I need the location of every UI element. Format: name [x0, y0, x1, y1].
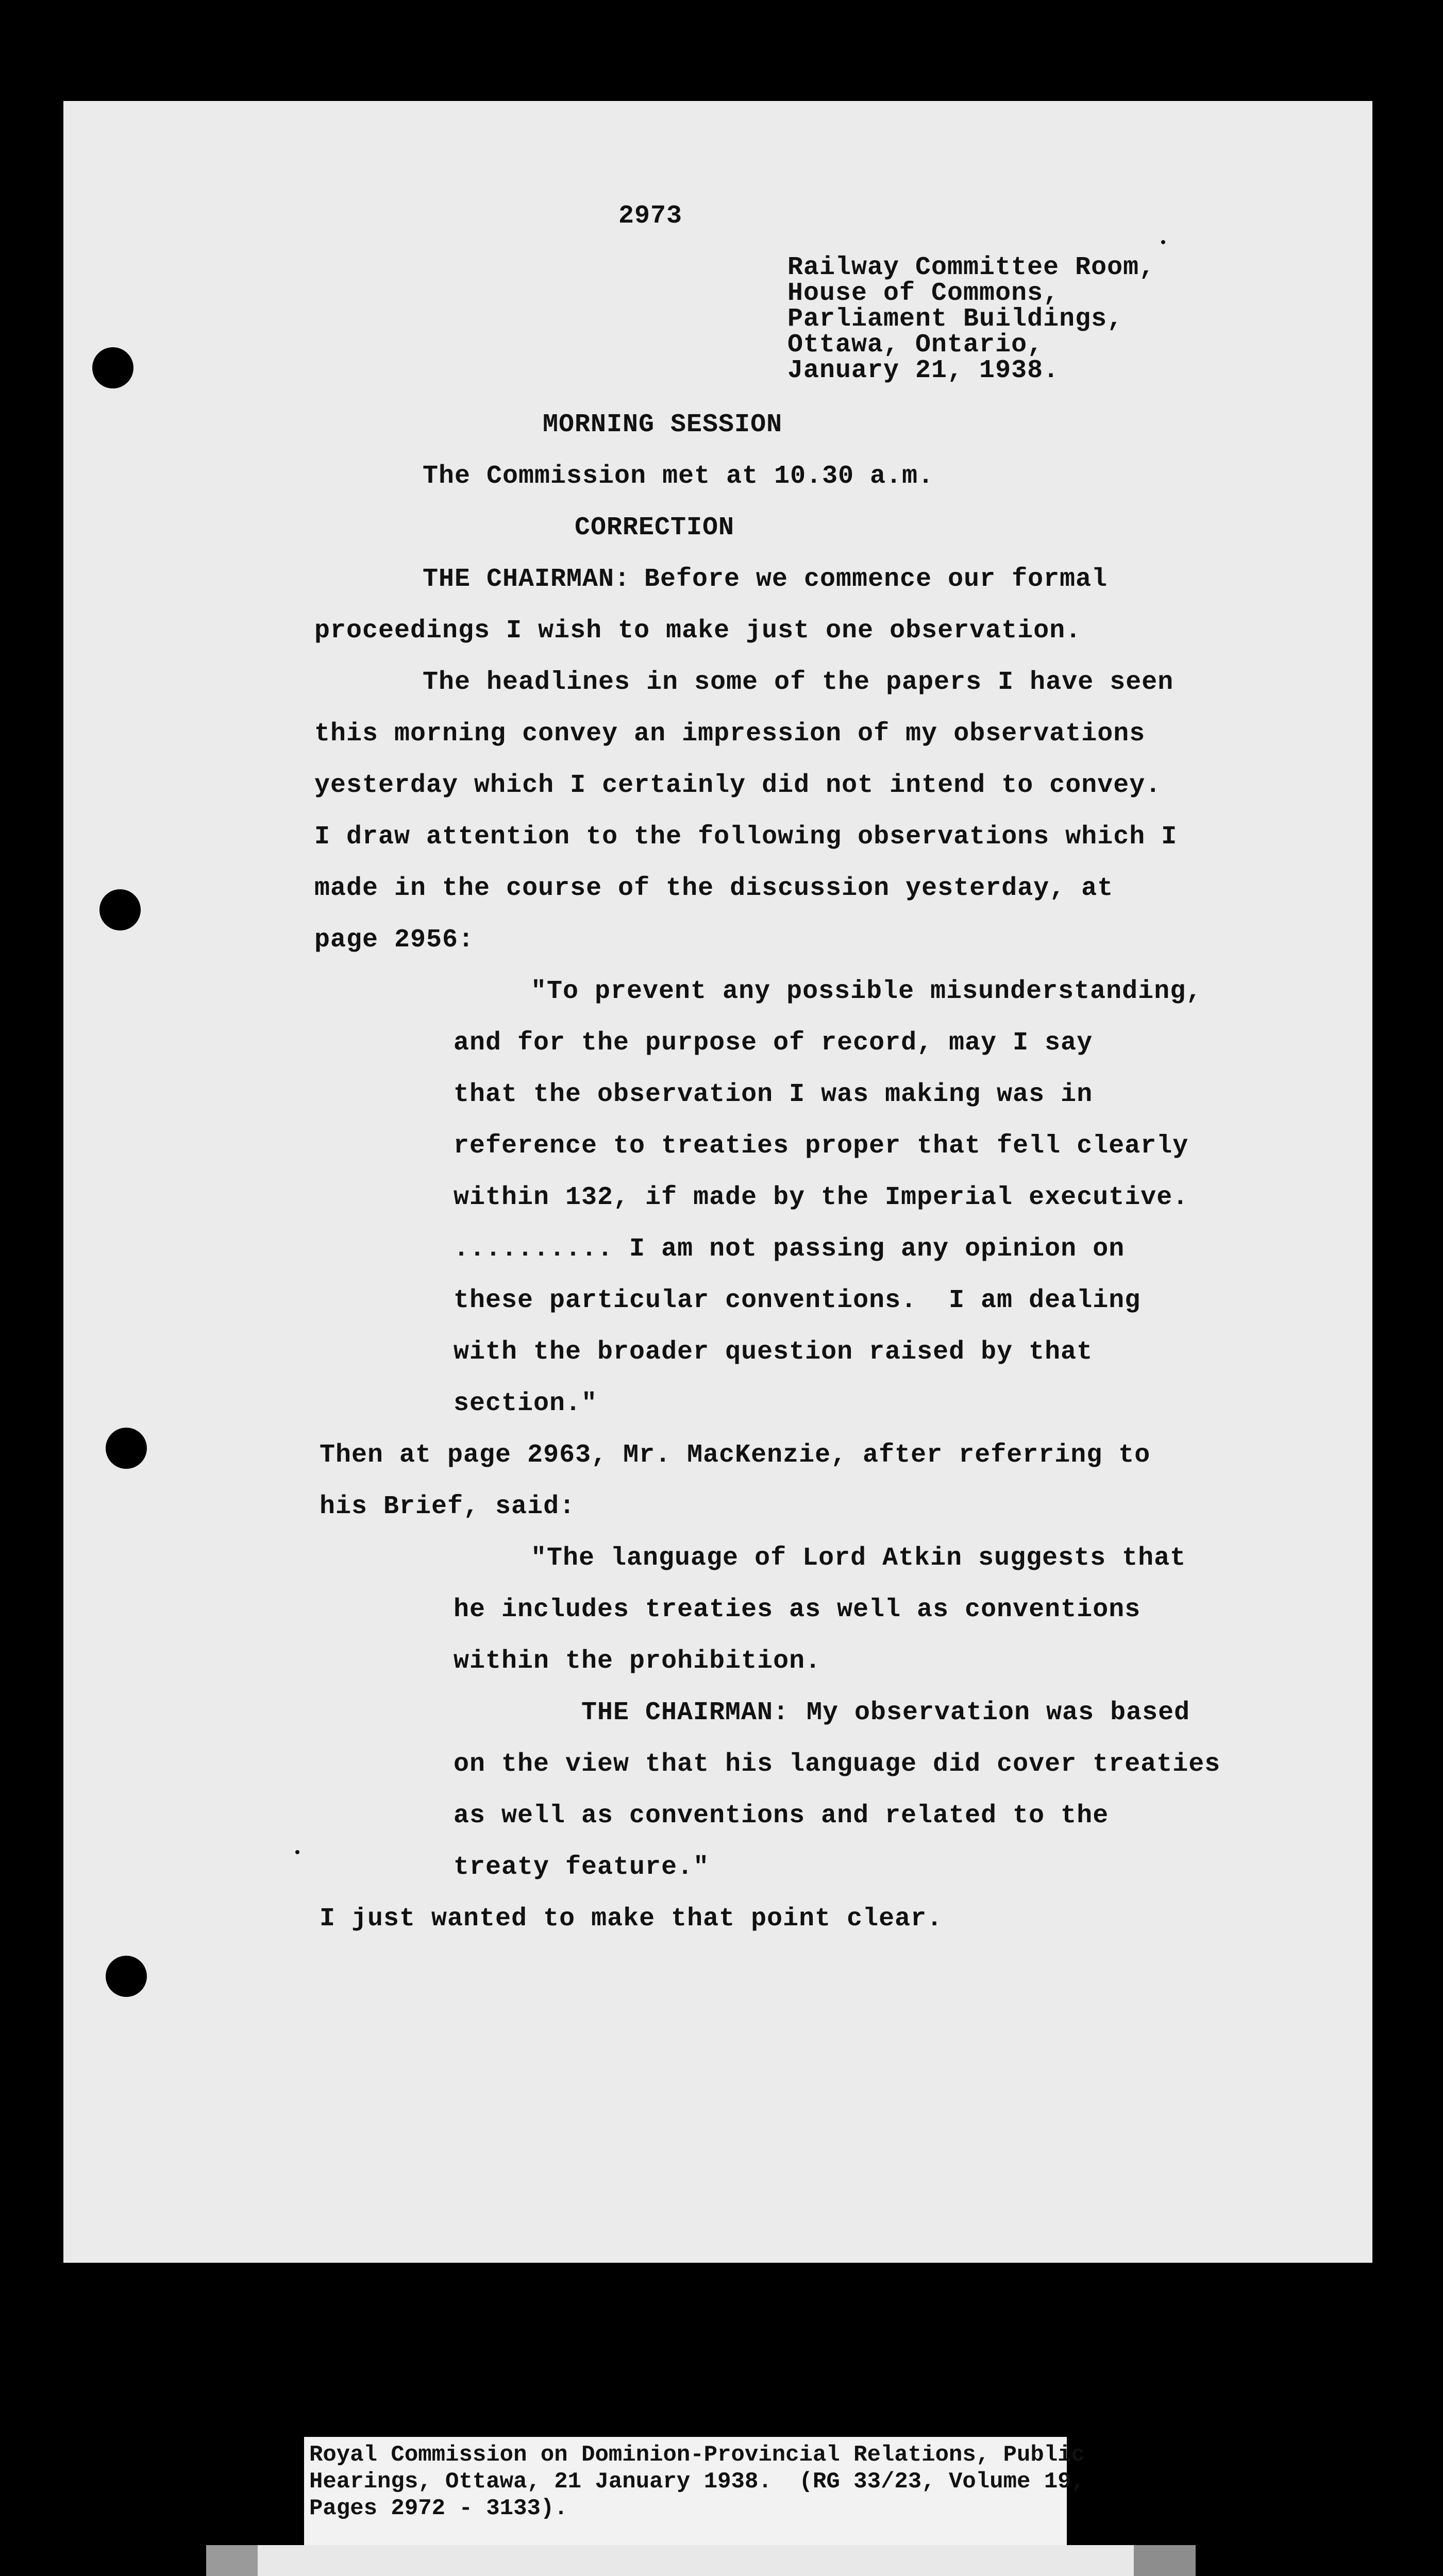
body-line: yesterday which I certainly did not intend to convey.: [314, 771, 1162, 800]
body-line: made in the course of the discussion yesterday, at: [314, 874, 1114, 903]
speaker-label: THE CHAIRMAN:: [423, 565, 631, 594]
closing-line: I just wanted to make that point clear.: [320, 1904, 943, 1934]
stamp-panel: [258, 2545, 1134, 2576]
document-page: [63, 101, 1372, 2263]
body-line: Then at page 2963, Mr. MacKenzie, after referring to: [320, 1440, 1151, 1470]
stamp-edge: [206, 2545, 258, 2576]
body-line: Before we commence our formal: [644, 565, 1108, 594]
body-line: proceedings I wish to make just one observation.: [314, 616, 1082, 646]
archive-caption: [304, 2437, 1085, 2545]
body-line: page 2956:: [314, 925, 475, 955]
quote-line: "To prevent any possible misunderstanding,: [531, 977, 1202, 1006]
session-heading: MORNING SESSION: [543, 410, 783, 439]
body-line: his Brief, said:: [320, 1492, 576, 1521]
location-line: Parliament Buildings,: [787, 304, 1123, 334]
quote-line: he includes treaties as well as conventions: [454, 1595, 1141, 1624]
paper-speck: [295, 1850, 299, 1854]
location-line: January 21, 1938.: [787, 356, 1060, 385]
page-number: 2973: [618, 201, 683, 231]
quote-line: reference to treaties proper that fell clearly: [454, 1131, 1189, 1161]
speaker-label: THE CHAIRMAN:: [581, 1698, 790, 1727]
quote-line: treaty feature.": [454, 1853, 710, 1882]
quote-line: section.": [454, 1389, 598, 1418]
met-line: The Commission met at 10.30 a.m.: [423, 462, 934, 491]
quote-line: these particular conventions. I am dealing: [454, 1286, 1141, 1315]
correction-heading: CORRECTION: [575, 513, 735, 543]
caption-line: Pages 2972 - 3133).: [309, 2496, 568, 2521]
quote-line: .......... I am not passing any opinion on: [454, 1234, 1125, 1264]
punch-hole: [106, 1428, 147, 1469]
body-line: The headlines in some of the papers I have seen: [423, 668, 1174, 697]
caption-line: Hearings, Ottawa, 21 January 1938. (RG 33/23, Volume 19,: [309, 2469, 1085, 2495]
body-line: I draw attention to the following observations which I: [314, 822, 1178, 852]
body-line: this morning convey an impression of my observations: [314, 719, 1146, 749]
quote-line: that the observation I was making was in: [454, 1080, 1093, 1109]
quote-line: with the broader question raised by that: [454, 1337, 1093, 1367]
location-line: Railway Committee Room,: [787, 253, 1155, 282]
quote-line: within 132, if made by the Imperial executive.: [454, 1183, 1189, 1212]
quote-line: "The language of Lord Atkin suggests that: [531, 1544, 1186, 1573]
punch-hole: [92, 347, 133, 388]
quote-line: as well as conventions and related to the: [454, 1801, 1109, 1831]
caption-line: Royal Commission on Dominion-Provincial Relations, Public: [309, 2442, 1085, 2468]
archives-stamp: [206, 2545, 1196, 2576]
punch-hole: [99, 889, 141, 930]
punch-hole: [106, 1956, 147, 1997]
paper-speck: [1161, 240, 1165, 244]
quote-line: and for the purpose of record, may I say: [454, 1028, 1093, 1058]
location-line: House of Commons,: [787, 279, 1060, 308]
quote-line: within the prohibition.: [454, 1647, 821, 1676]
quote-line: My observation was based: [807, 1698, 1190, 1727]
quote-line: on the view that his language did cover treaties: [454, 1750, 1221, 1779]
stamp-edge: [1134, 2545, 1196, 2576]
location-line: Ottawa, Ontario,: [787, 330, 1044, 360]
